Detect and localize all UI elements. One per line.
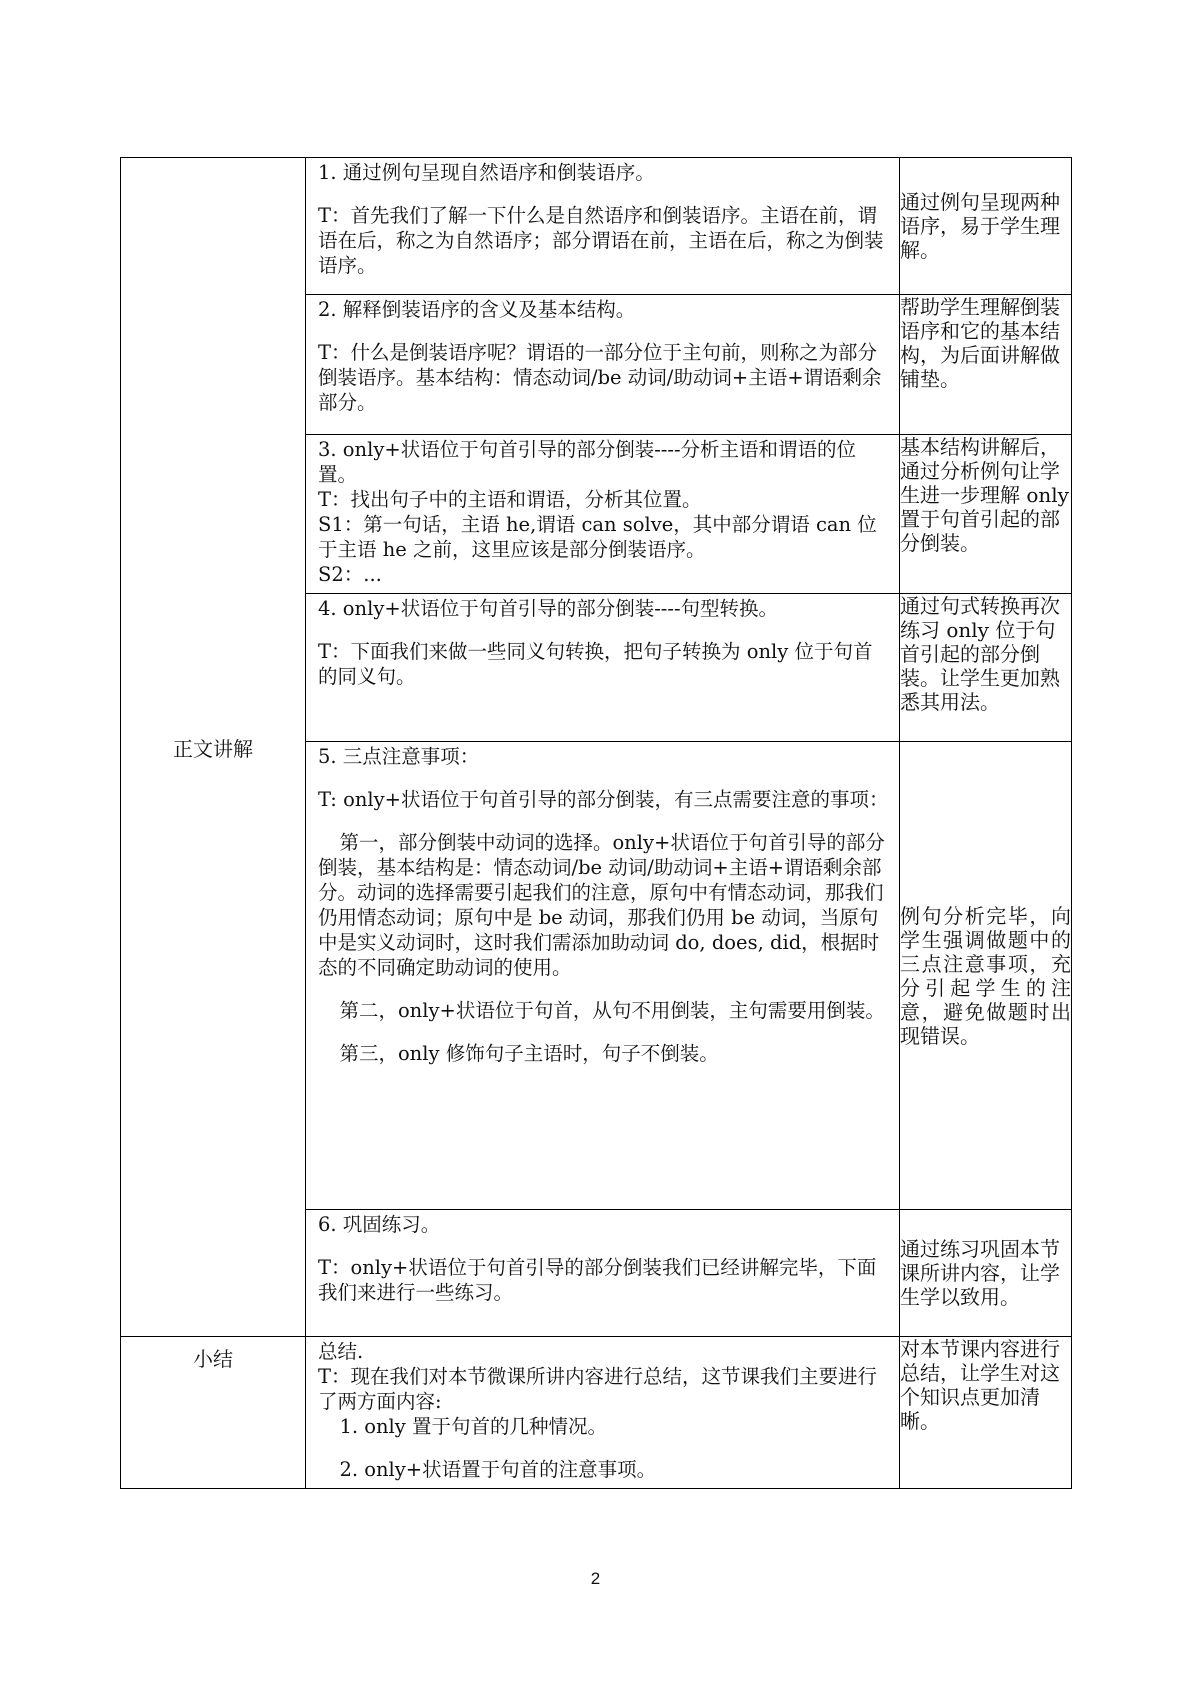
note-cell: 对本节课内容进行总结，让学生对这个知识点更加清晰。 [900, 1337, 1072, 1489]
table-row [121, 158, 1072, 295]
table-row-summary [121, 1337, 1072, 1489]
page-number: 2 [590, 1569, 601, 1588]
content-cell [306, 1210, 900, 1337]
step-paragraph: T: only+状语位于句首引导的部分倒装，有三点需要注意的事项： [318, 788, 889, 811]
step-paragraph: T：首先我们了解一下什么是自然语序和倒装语序。主语在前，谓语在后，称之为自然语序；部分谓语在前，主语在后，称之为倒装语序。 [318, 204, 884, 277]
step-title: 1. 通过例句呈现自然语序和倒装语序。 [318, 161, 655, 184]
step-title: 6. 巩固练习。 [318, 1213, 441, 1236]
step-paragraph: 第一，部分倒装中动词的选择。only+状语位于句首引导的部分倒装，基本结构是：情态动词/be 动词/助动词+主语+谓语剩余部分。动词的选择需要引起我们的注意，原句中有情态动词，那我们仍用情态动词；原句中是 be 动词，那我们仍用 be 动词，当原句中是实义动词时，这时我们需添加助动词 do, does, did，根据时态的不同确定助动词的使用。 [318, 831, 885, 979]
note-cell: 通过练习巩固本节课所讲内容，让学生学以致用。 [900, 1210, 1072, 1337]
step-paragraph: S2：... [318, 563, 382, 586]
note-cell: 帮助学生理解倒装语序和它的基本结构，为后面讲解做铺垫。 [900, 295, 1072, 435]
summary-item: 2. only+状语置于句首的注意事项。 [339, 1458, 657, 1481]
note-cell: 通过例句呈现两种语序，易于学生理解。 [900, 158, 1072, 295]
section-label-main: 正文讲解 [121, 158, 306, 1337]
step-paragraph: S1：第一句话，主语 he,谓语 can solve，其中部分谓语 can 位于主语 he 之前，这里应该是部分倒装语序。 [318, 513, 877, 561]
step-title: 5. 三点注意事项： [318, 745, 480, 768]
step-paragraph: T：找出句子中的主语和谓语，分析其位置。 [318, 488, 702, 511]
note-cell: 基本结构讲解后，通过分析例句让学生进一步理解 only 置于句首引起的部分倒装。 [900, 435, 1072, 594]
content-cell [306, 742, 900, 1210]
step-paragraph: T：下面我们来做一些同义句转换，把句子转换为 only 位于句首的同义句。 [318, 640, 873, 688]
summary-title: 总结. [318, 1340, 364, 1363]
step-paragraph: 第三，only 修饰句子主语时，句子不倒装。 [339, 1042, 719, 1065]
section-label-summary: 小结 [121, 1337, 306, 1489]
note-cell: 例句分析完毕，向学生强调做题中的三点注意事项，充分引起学生的注意，避免做题时出现错误。 [900, 742, 1072, 1210]
step-paragraph: 第二，only+状语位于句首，从句不用倒装，主句需要用倒装。 [339, 999, 885, 1022]
content-cell [306, 1337, 900, 1489]
note-cell: 通过句式转换再次练习 only 位于句首引起的部分倒装。让学生更加熟悉其用法。 [900, 594, 1072, 742]
summary-paragraph: T：现在我们对本节微课所讲内容进行总结，这节课我们主要进行了两方面内容: [318, 1365, 878, 1413]
step-paragraph: T：only+状语位于句首引导的部分倒装我们已经讲解完毕，下面我们来进行一些练习。 [318, 1256, 877, 1304]
content-cell [306, 435, 900, 594]
step-title: 2. 解释倒装语序的含义及基本结构。 [318, 298, 636, 321]
summary-item: 1. only 置于句首的几种情况。 [339, 1415, 607, 1438]
step-paragraph: T：什么是倒装语序呢？谓语的一部分位于主句前，则称之为部分倒装语序。基本结构：情态动词/be 动词/助动词+主语+谓语剩余部分。 [318, 341, 882, 414]
lesson-plan-table [120, 157, 1072, 1489]
content-cell [306, 594, 900, 742]
step-title: 3. only+状语位于句首引导的部分倒装----分析主语和谓语的位置。 [318, 438, 857, 486]
content-cell [306, 295, 900, 435]
step-title: 4. only+状语位于句首引导的部分倒装----句型转换。 [318, 597, 779, 620]
content-cell [306, 158, 900, 295]
